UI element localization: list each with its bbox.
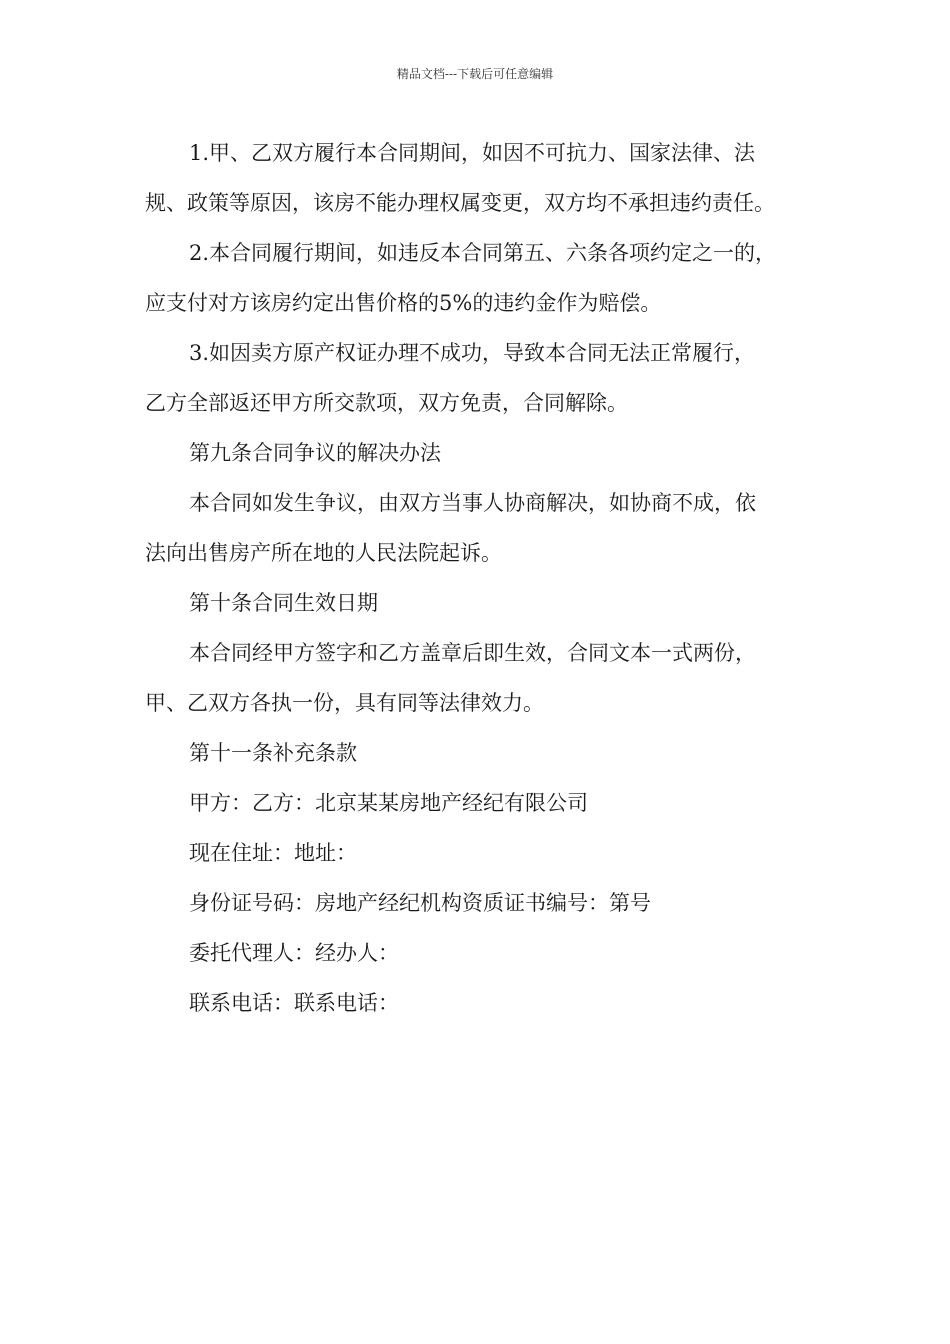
paragraph-line: 本合同如发生争议，由双方当事人协商解决，如协商不成，依 (189, 491, 756, 515)
signature-field-phone: 联系电话：联系电话： (189, 991, 399, 1015)
paragraph-line: 本合同经甲方签字和乙方盖章后即生效，合同文本一式两份， (189, 641, 756, 665)
paragraph-line: 1.甲、乙双方履行本合同期间，如因不可抗力、国家法律、法 (189, 141, 756, 165)
paragraph-line: 2.本合同履行期间，如违反本合同第五、六条各项约定之一的， (189, 241, 777, 265)
signature-field-parties: 甲方：乙方：北京某某房地产经纪有限公司 (189, 791, 588, 815)
signature-field-address: 现在住址：地址： (189, 841, 357, 865)
section-heading: 第十一条补充条款 (189, 741, 357, 765)
section-heading: 第九条合同争议的解决办法 (189, 441, 441, 465)
paragraph-line: 应支付对方该房约定出售价格的5%的违约金作为赔偿。 (145, 291, 662, 315)
paragraph-line: 乙方全部返还甲方所交款项，双方免责，合同解除。 (145, 391, 628, 415)
paragraph-line: 规、政策等原因，该房不能办理权属变更，双方均不承担违约责任。 (145, 191, 775, 215)
document-body (145, 128, 825, 1028)
page-header: 精品文档---下载后可任意编辑 (396, 67, 554, 81)
section-heading: 第十条合同生效日期 (189, 591, 378, 615)
signature-field-agent: 委托代理人：经办人： (189, 941, 399, 965)
paragraph-line: 甲、乙双方各执一份，具有同等法律效力。 (145, 691, 544, 715)
signature-field-id-number: 身份证号码：房地产经纪机构资质证书编号：第号 (189, 891, 651, 915)
paragraph-line: 法向出售房产所在地的人民法院起诉。 (145, 541, 502, 565)
paragraph-line: 3.如因卖方原产权证办理不成功，导致本合同无法正常履行， (189, 341, 756, 365)
